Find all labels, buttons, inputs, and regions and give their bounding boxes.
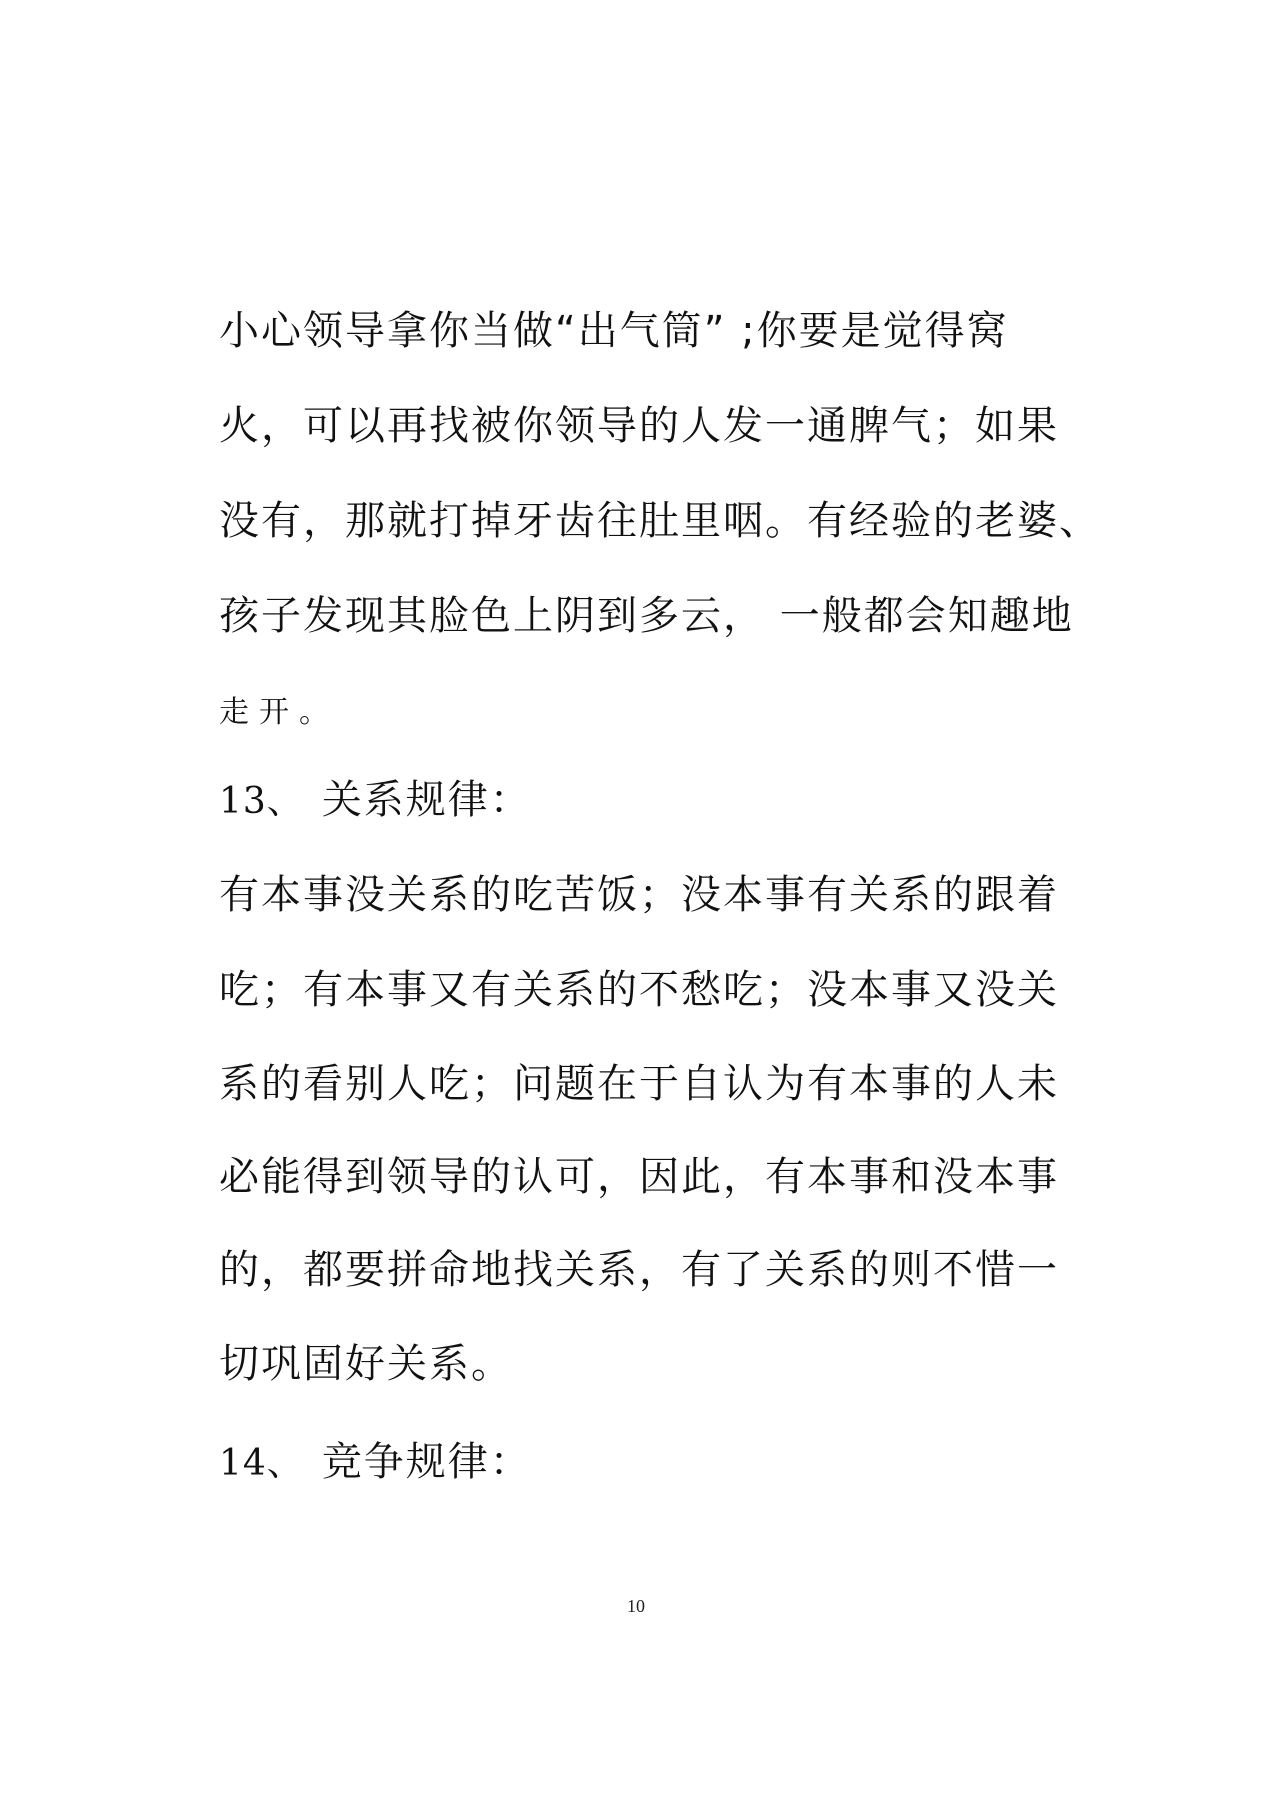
paragraph-2-line-2: 吃；有本事又有关系的不愁吃；没本事又没关 — [219, 967, 1059, 1013]
paragraph-1-line-4: 孩子发现其脸色上阴到多云， 一般都会知趣地 — [219, 593, 1074, 639]
section-14-heading — [219, 1438, 532, 1488]
paragraph-2-line-1: 有本事没关系的吃苦饭；没本事有关系的跟着 — [219, 872, 1059, 918]
section-13-heading — [219, 776, 532, 826]
paragraph-1-line-3: 没有，那就打掉牙齿往肚里咽。有经验的老婆、 — [219, 498, 1101, 544]
paragraph-2-line-6: 切巩固好关系。 — [219, 1341, 513, 1387]
section-14-number: 14、 — [219, 1443, 304, 1484]
paragraph-2-line-3: 系的看别人吃；问题在于自认为有本事的人未 — [219, 1061, 1059, 1107]
paragraph-1-line-2: 火，可以再找被你领导的人发一通脾气；如果 — [219, 403, 1059, 449]
paragraph-1-line-1: 小心领导拿你当做“出气筒” ;你要是觉得窝 — [219, 308, 1009, 354]
paragraph-2-line-5: 的，都要拼命地找关系，有了关系的则不惜一 — [219, 1247, 1059, 1293]
paragraph-2-line-4: 必能得到领导的认可，因此，有本事和没本事 — [219, 1154, 1059, 1200]
page-number: 10 — [627, 1596, 645, 1616]
section-13-title: 关系规律： — [321, 777, 532, 823]
paragraph-1-line-5: 走开。 — [219, 695, 339, 730]
section-14-title: 竞争规律： — [321, 1439, 532, 1485]
section-13-number: 13、 — [219, 781, 304, 822]
